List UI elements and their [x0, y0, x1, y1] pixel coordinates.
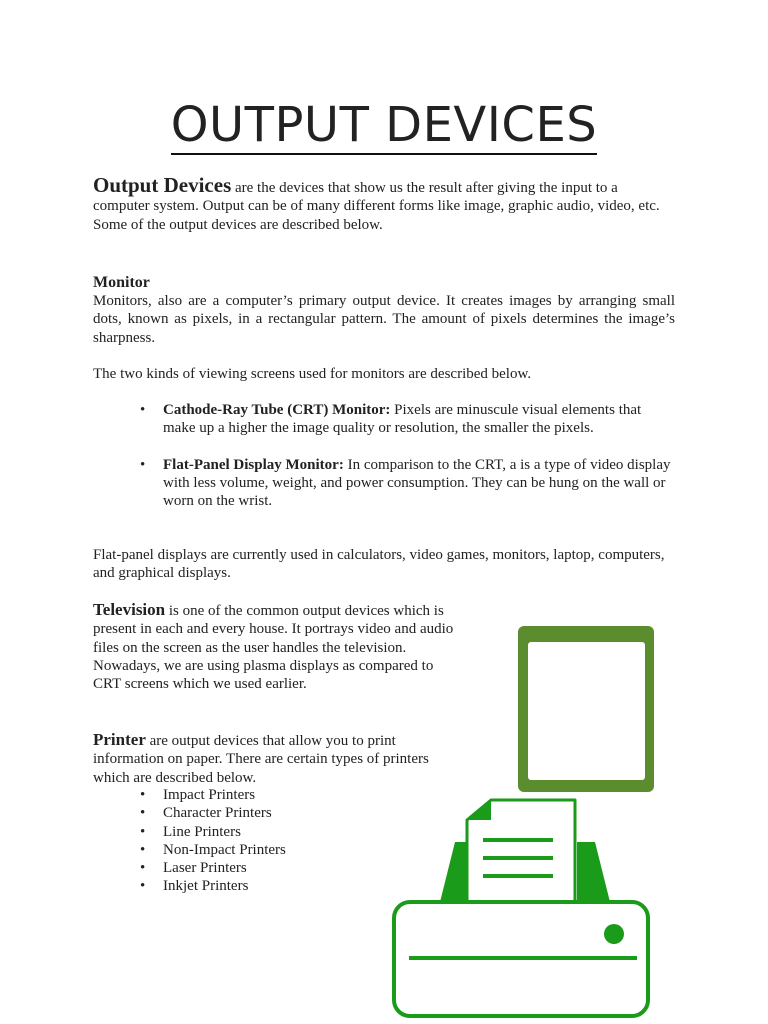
monitor-heading: Monitor	[93, 274, 150, 291]
printer-text: are output devices that allow you to print information on paper. There are certain types of printers which are described below.	[93, 733, 429, 786]
list-item: • Non-Impact Printers	[163, 841, 403, 859]
intro-paragraph	[93, 173, 673, 234]
printer-types-list	[163, 786, 403, 896]
crt-term: Cathode-Ray Tube (CRT) Monitor:	[163, 402, 391, 418]
list-item: • Laser Printers	[163, 859, 403, 877]
intro-term: Output Devices	[93, 173, 232, 197]
list-item	[163, 456, 675, 511]
flat-panel-note: Flat-panel displays are currently used in calculators, video games, monitors, laptop, computers, and graphical displays.	[93, 547, 665, 582]
list-item: • Impact Printers	[163, 786, 403, 804]
list-item	[163, 401, 675, 438]
page-title-text: OUTPUT DEVICES	[170, 97, 598, 153]
intro-text: are the devices that show us the result after giving the input to a computer system. Output can be of many different forms like image, graphic audio, video, etc. Some of the output devices are described below.	[93, 180, 660, 233]
monitor-paragraph: Monitors, also are a computer’s primary output device. It creates images by arranging small dots, known as pixels, in a rectangular pattern. The amount of pixels determines the image’s sharpness.	[93, 293, 675, 346]
flat-panel-text: In comparison to the CRT, a is a type of video display with less volume, weight, and power consumption. They can be hung on the wall or worn on the wrist.	[163, 456, 671, 510]
television-term: Television	[93, 600, 166, 619]
television-text: is one of the common output devices which is present in each and every house. It portrays video and audio files on the screen as the user handles the television. Nowadays, we are using plasma displays as compared to CRT screens which we used earlier.	[93, 603, 454, 693]
monitor-kinds-intro: The two kinds of viewing screens used for monitors are described below.	[93, 366, 532, 382]
page-title	[0, 92, 768, 158]
monitor-icon	[518, 626, 654, 792]
flat-panel-term: Flat-Panel Display Monitor:	[163, 456, 344, 473]
printer-term: Printer	[93, 730, 146, 749]
monitor-kinds-list	[163, 401, 675, 510]
list-item: • Line Printers	[163, 823, 403, 841]
list-item: • Inkjet Printers	[163, 877, 403, 895]
crt-text: Pixels are minuscule visual elements that make up a higher the image quality or resolution, the smaller the pixels.	[163, 402, 642, 437]
devices-illustration	[385, 620, 665, 1024]
list-item: • Character Printers	[163, 804, 403, 822]
printer-icon	[394, 800, 648, 1016]
